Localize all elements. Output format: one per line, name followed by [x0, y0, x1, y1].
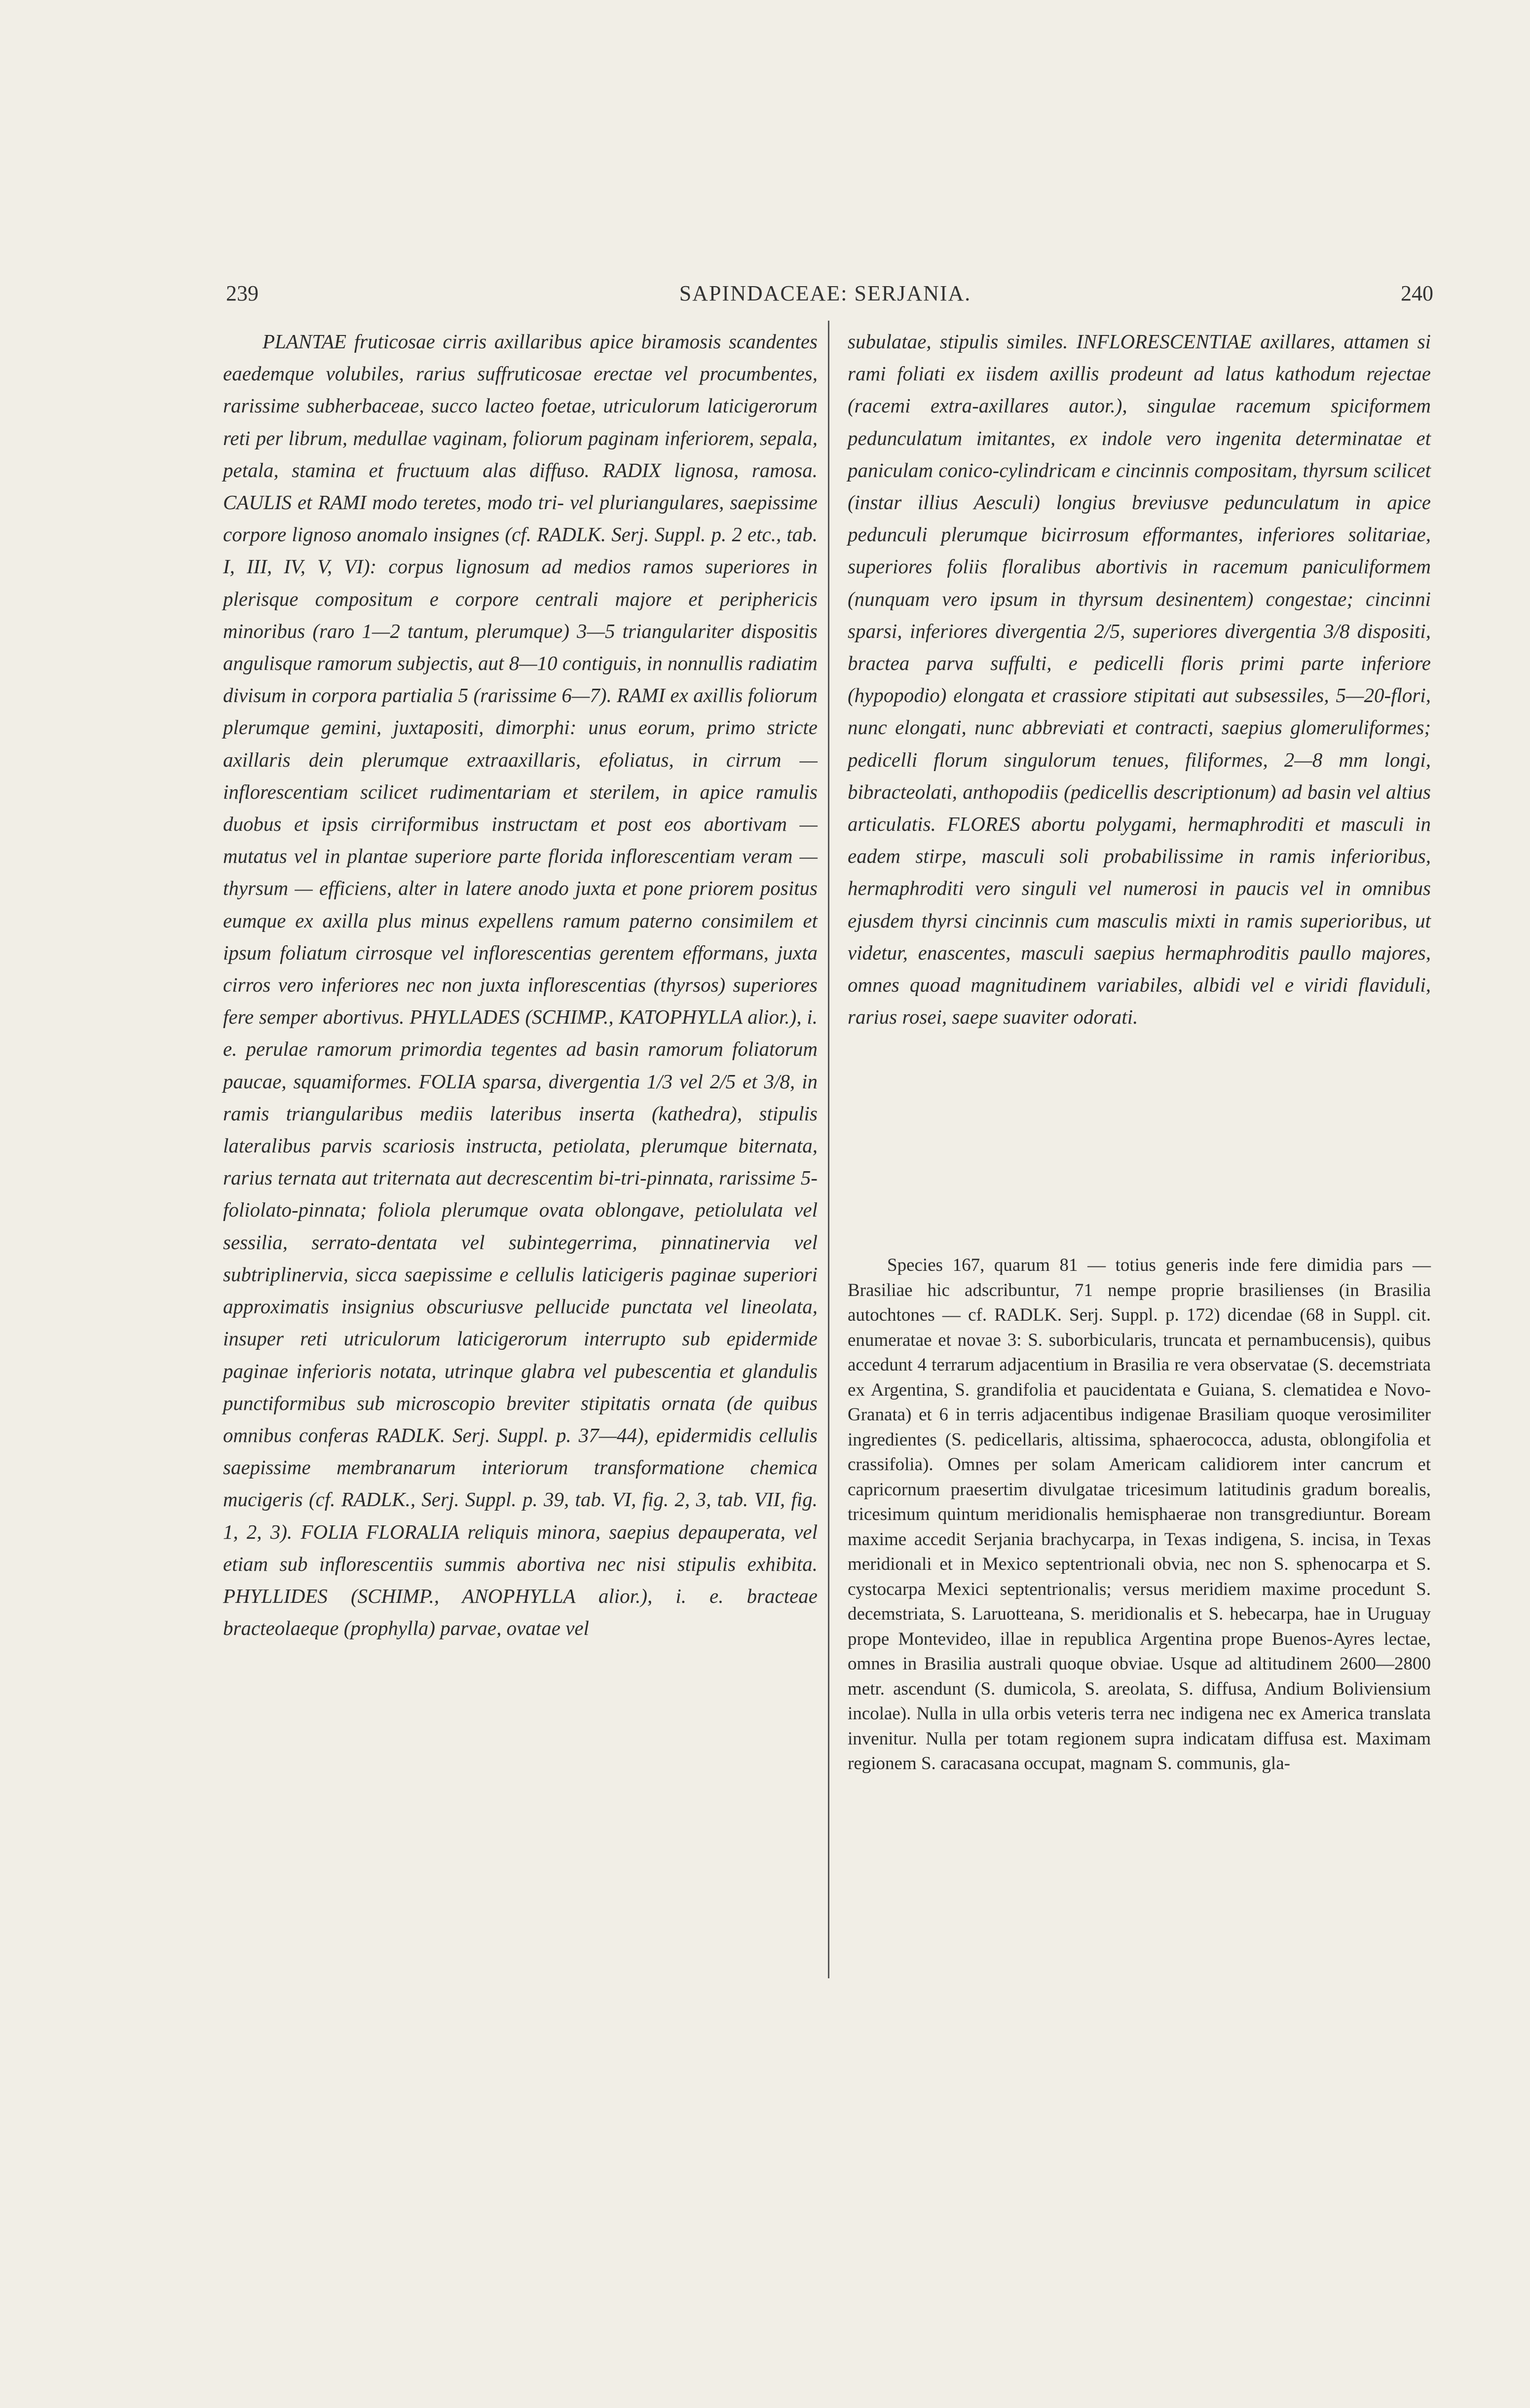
right-column-description [848, 326, 1431, 1033]
page-number-left: 239 [226, 281, 259, 305]
right-column-bottom-text: Species 167, quarum 81 — totius generis inde fere dimidia pars — Brasiliae hic adscribuntur, 71 nempe proprie brasilienses (in Brasilia autochtones — cf. RADLK. Serj. Suppl. p. 172) dicendae (68 in Suppl. cit. enumeratae et novae 3: S. suborbicularis, truncata et pernambucensis), quibus accedunt 4 terrarum adjacentium in Brasilia re vera observatae (S. decemstriata ex Argentina, S. grandifolia et paucidentata e Guiana, S. clematidea e Novo-Granata) et 6 in terris adjacentibus indigenae Brasiliam quoque verosimiliter ingredientes (S. pedicellaris, altissima, sphaerococca, adusta, oblongifolia et crassifolia). Omnes per solam Americam calidiorem inter cancrum et capricornum praesertim divulgatae tricesimum latitudinis gradum borealis, tricesimum quintum meridionalis hemisphaerae non transgrediuntur. Boream maxime accedit Serjania brachycarpa, in Texas indigena, S. incisa, in Texas meridionali et in Mexico septentrionali obvia, nec non S. sphenocarpa et S. cystocarpa Mexici septentrionalis; versus meridiem maxime procedunt S. decemstriata, S. Laruotteana, S. meridionalis et S. hebecarpa, hae in Uruguay prope Montevideo, illae in republica Argentina prope Buenos-Ayres lectae, omnes in Brasilia australi quoque obviae. Usque ad altitudinem 2600—2800 metr. ascendunt (S. dumicola, S. areolata, S. diffusa, Andium Boliviensium incolae). Nulla in ulla orbis veteris terra nec indigena nec ex America translata invenitur. Nulla per totam regionem supra indicatam diffusa est. Maximam regionem S. caracasana occupat, magnam S. communis, gla- [848, 1255, 1431, 1774]
right-column-distribution [848, 1253, 1431, 1777]
running-title: SAPINDACEAE: SERJANIA. [679, 281, 971, 305]
left-column [223, 326, 818, 1644]
left-column-text: PLANTAE fruticosae cirris axillaribus apice biramosis scandentes eaedemque volubiles, rarius suffruticosae erectae vel procumbentes, rarissime subherbaceae, succo lacteo foetae, utriculorum laticigerorum reti per librum, medullae vaginam, foliorum paginam inferiorem, sepala, petala, stamina et fructuum alas diffuso. RADIX lignosa, ramosa. CAULIS et RAMI modo teretes, modo tri- vel pluriangulares, saepissime corpore lignoso anomalo insignes (cf. RADLK. Serj. Suppl. p. 2 etc., tab. I, III, IV, V, VI): corpus lignosum ad medios ramos superiores in plerisque compositum e corpore centrali majore et periphericis minoribus (raro 1—2 tantum, plerumque) 3—5 triangulariter dispositis angulisque ramorum subjectis, aut 8—10 contiguis, in nonnullis radiatim divisum in corpora partialia 5 (rarissime 6—7). RAMI ex axillis foliorum plerumque gemini, juxtapositi, dimorphi: unus eorum, primo stricte axillaris dein plerumque extraaxillaris, efoliatus, in cirrum — inflorescentiam scilicet rudimentariam et sterilem, in apice ramulis duobus et ipsis cirriformibus instructam et post eos abortivam — mutatus vel in plantae superiore parte florida inflorescentiam veram — thyrsum — efficiens, alter in latere anodo juxta et pone priorem positus eumque ex axilla plus minus expellens ramum paterno consimilem et ipsum foliatum cirrosque vel inflorescentias gerentem efformans, juxta cirros vero inferiores nec non juxta inflorescentias (thyrsos) superiores fere semper abortivus. PHYLLADES (SCHIMP., KATOPHYLLA alior.), i. e. perulae ramorum primordia tegentes ad basin ramorum foliatorum paucae, squamiformes. FOLIA sparsa, divergentia 1/3 vel 2/5 et 3/8, in ramis triangularibus mediis lateribus inserta (kathedra), stipulis lateralibus parvis scariosis instructa, petiolata, plerumque biternata, rarius ternata aut triternata aut decrescentim bi-tri-pinnata, rarissime 5-foliolato-pinnata; foliola plerumque ovata oblongave, petiolulata vel sessilia, serrato-dentata vel subintegerrima, pinnatinervia vel subtriplinervia, sicca saepissime e cellulis laticigeris paginae superiori approximatis insignius obscuriusve pellucide punctata vel lineolata, insuper reti utriculorum laticigerorum interrupto sub epidermide paginae inferioris notata, utrinque glabra vel pubescentia et glandulis punctiformibus sub microscopio breviter stipitatis ornata (de quibus omnibus conferas RADLK. Serj. Suppl. p. 37—44), epidermidis cellulis saepissime membranarum interiorum transformatione chemica mucigeris (cf. RADLK., Serj. Suppl. p. 39, tab. VI, fig. 2, 3, tab. VII, fig. 1, 2, 3). FOLIA FLORALIA reliquis minora, saepius depauperata, vel etiam sub inflorescentiis summis abortiva nec nisi stipulis exhibita. PHYLLIDES (SCHIMP., ANOPHYLLA alior.), i. e. bracteae bracteolaeque (prophylla) parvae, ovatae vel [223, 330, 818, 1640]
page-number-right: 240 [1401, 281, 1433, 305]
right-column-top-text: subulatae, stipulis similes. INFLORESCENTIAE axillares, attamen si rami foliati ex iisdem axillis prodeunt ad latus kathodum rejectae (racemi extra-axillares autor.), singulae racemum spiciformem pedunculatum imitantes, ex indole vero ingenita determinatae et paniculam conico-cylindricam e cincinnis compositam, thyrsum scilicet (instar illius Aesculi) longius breviusve pedunculatum in apice pedunculi plerumque bicirrosum efformantes, inferiores solitariae, superiores foliis floralibus abortivis in racemum paniculiformem (nunquam vero ipsum in thyrsum desinentem) congestae; cincinni sparsi, inferiores divergentia 2/5, superiores divergentia 3/8 dispositi, bractea parva suffulti, e pedicelli floris primi parte inferiore (hypopodio) elongata et crassiore stipitati aut subsessiles, 5—20-flori, nunc elongati, nunc abbreviati et contracti, saepius glomeruliformes; pedicelli florum singulorum tenues, filiformes, 2—8 mm longi, bibracteolati, anthopodiis (pedicellis descriptionum) ad basin vel altius articulatis. FLORES abortu polygami, hermaphroditi et masculi in eadem stirpe, masculi soli probabilissime in ramis inferioribus, hermaphroditi vero singuli vel numerosi in paucis vel in omnibus ejusdem thyrsi cincinnis cum masculis mixti in ramis superioribus, ut videtur, enascentes, masculi saepius hermaphroditis paullo majores, omnes quoad magnitudinem variabiles, albidi vel e viridi flaviduli, rarius rosei, saepe suaviter odorati. [848, 330, 1431, 1029]
column-divider [828, 321, 829, 1978]
page-header [217, 274, 1433, 313]
